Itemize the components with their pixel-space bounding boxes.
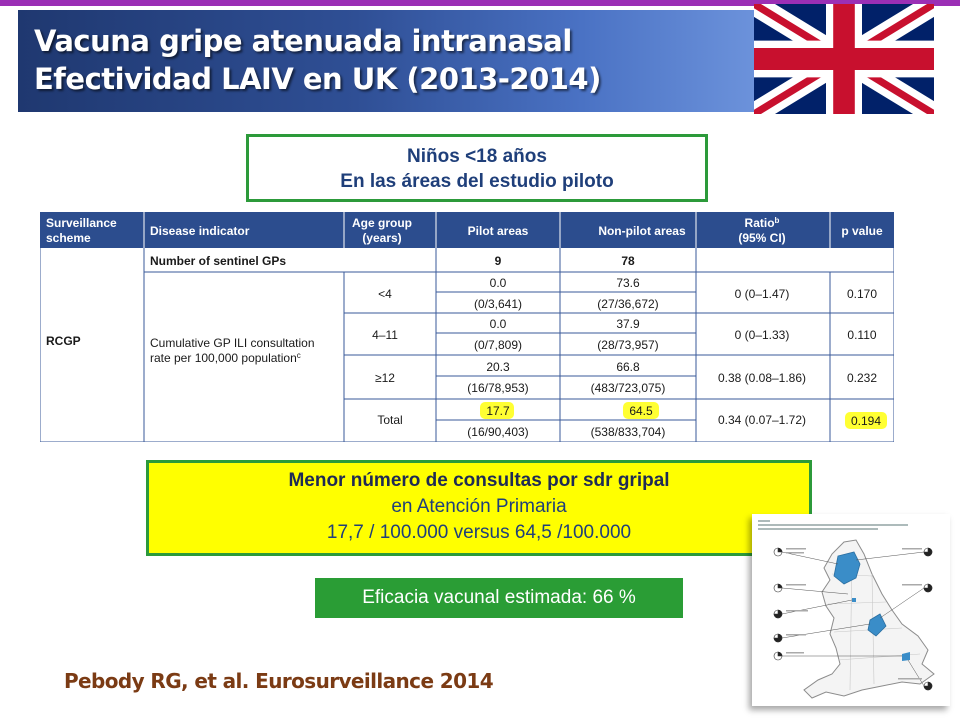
pilot-n-12-plus: (16/78,953) bbox=[467, 381, 529, 395]
children-study-box bbox=[246, 134, 708, 202]
nonpilot-rate-4-11: 37.9 bbox=[616, 317, 640, 331]
th-surveillance-2: scheme bbox=[46, 231, 91, 245]
citation: Pebody RG, et al. Eurosurveillance 2014 bbox=[64, 669, 494, 693]
pilot-rate-under4: 0.0 bbox=[489, 276, 507, 290]
th-pilot: Pilot areas bbox=[467, 224, 529, 238]
th-surveillance-1: Surveillance bbox=[46, 216, 117, 230]
pilot-n-under4: (0/3,641) bbox=[473, 297, 523, 311]
th-pvalue: p value bbox=[841, 224, 883, 238]
age-under4: <4 bbox=[378, 287, 392, 301]
fewer-consultations-box bbox=[146, 460, 812, 556]
title-line-1: Vacuna gripe atenuada intranasal bbox=[34, 24, 572, 58]
p-12-plus: 0.232 bbox=[846, 371, 878, 385]
pilot-areas-label: En las áreas del estudio piloto bbox=[340, 171, 614, 192]
primary-care-label: en Atención Primaria bbox=[391, 496, 567, 517]
age-4-11: 4–11 bbox=[372, 328, 398, 342]
title-line-2: Efectividad LAIV en UK (2013-2014) bbox=[34, 62, 601, 96]
ratio-4-11: 0 (0–1.33) bbox=[734, 328, 790, 342]
sentinel-nonpilot: 78 bbox=[621, 254, 635, 268]
th-nonpilot: Non-pilot areas bbox=[598, 224, 686, 238]
pilot-rate-12-plus: 20.3 bbox=[486, 360, 510, 374]
age-12-plus: ≥12 bbox=[375, 371, 395, 385]
ratio-12-plus: 0.38 (0.08–1.86) bbox=[717, 371, 807, 385]
nonpilot-n-12-plus: (483/723,075) bbox=[590, 381, 666, 395]
uk-flag-icon bbox=[754, 4, 934, 114]
th-ratio-1: Ratio$^b$ bbox=[744, 216, 780, 230]
scheme-rcgp: RCGP bbox=[46, 334, 81, 348]
th-disease: Disease indicator bbox=[150, 224, 250, 238]
p-total: 0.194 bbox=[850, 414, 882, 428]
pilot-rate-4-11: 0.0 bbox=[489, 317, 507, 331]
rate-comparison: 17,7 / 100.000 versus 64,5 /100.000 bbox=[326, 522, 632, 543]
results-table bbox=[40, 212, 894, 442]
nonpilot-rate-12-plus: 66.8 bbox=[616, 360, 640, 374]
nonpilot-rate-under4: 73.6 bbox=[616, 276, 640, 290]
nonpilot-rate-total: 64.5 bbox=[629, 404, 653, 418]
indicator-line-1: Cumulative GP ILI consultation bbox=[150, 336, 315, 350]
th-age-2: (years) bbox=[362, 231, 402, 245]
vaccine-efficacy-box: Eficacia vacunal estimada: 66 % bbox=[315, 578, 683, 618]
p-4-11: 0.110 bbox=[847, 328, 877, 342]
th-ratio-2: (95% CI) bbox=[738, 231, 786, 245]
sentinel-label: Number of sentinel GPs bbox=[150, 254, 287, 268]
slide-title bbox=[34, 22, 601, 98]
ratio-under4: 0 (0–1.47) bbox=[734, 287, 790, 301]
sentinel-pilot: 9 bbox=[494, 254, 502, 268]
indicator-line-2: rate per 100,000 population$^c$ bbox=[150, 351, 301, 365]
england-map-icon bbox=[752, 514, 950, 706]
fewer-consultations-heading: Menor número de consultas por sdr gripal bbox=[288, 470, 670, 491]
age-total: Total bbox=[377, 413, 403, 427]
pilot-rate-total: 17.7 bbox=[486, 404, 510, 418]
nonpilot-n-under4: (27/36,672) bbox=[597, 297, 659, 311]
th-age-1: Age group bbox=[352, 216, 412, 230]
pilot-n-4-11: (0/7,809) bbox=[473, 338, 523, 352]
pilot-n-total: (16/90,403) bbox=[467, 425, 529, 439]
nonpilot-n-total: (538/833,704) bbox=[590, 425, 666, 439]
ratio-total: 0.34 (0.07–1.72) bbox=[717, 413, 807, 427]
p-under4: 0.170 bbox=[846, 287, 878, 301]
nonpilot-n-4-11: (28/73,957) bbox=[597, 338, 659, 352]
children-age-label: Niños <18 años bbox=[407, 146, 547, 167]
